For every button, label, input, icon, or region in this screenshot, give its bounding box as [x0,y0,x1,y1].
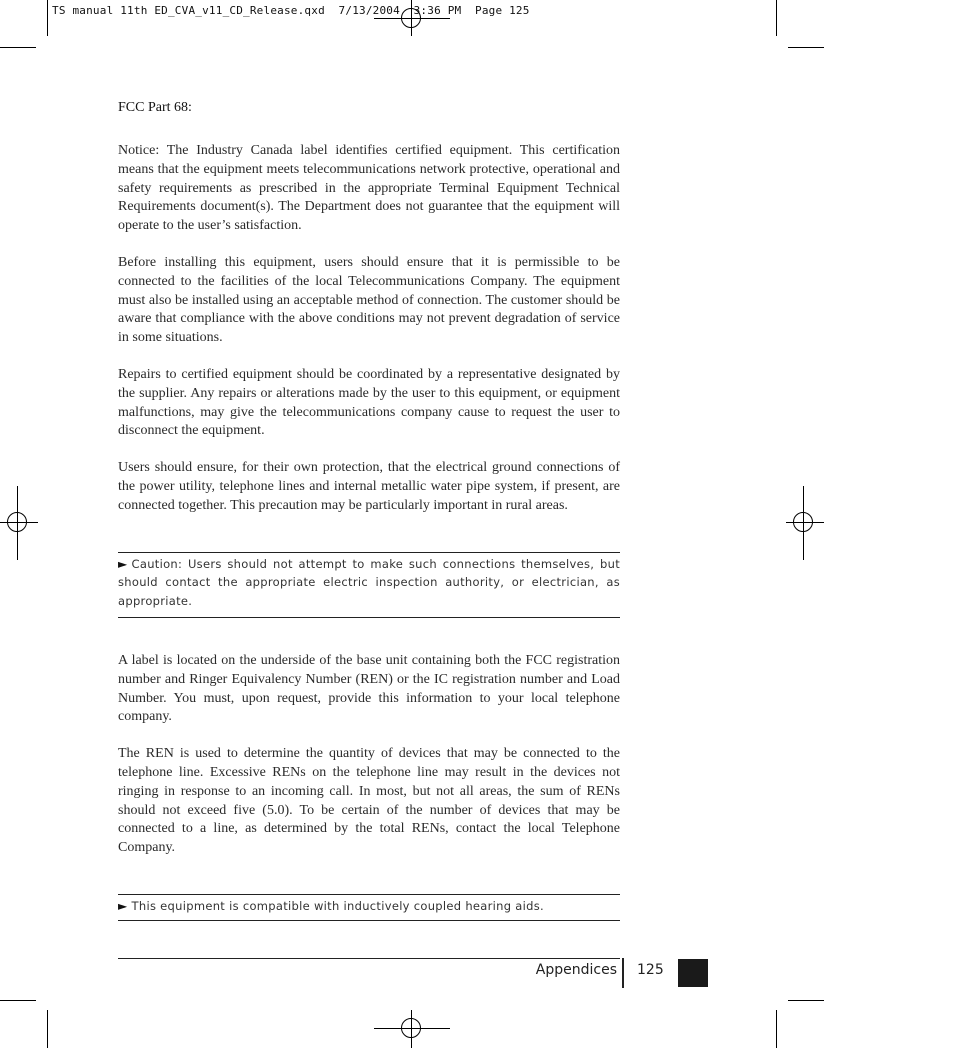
arrow-right-icon: ► [118,556,128,571]
page-content [118,100,620,921]
hearing-aid-note [118,894,620,921]
registration-circle [7,512,27,532]
section-heading: FCC Part 68: [118,100,192,115]
arrow-right-icon: ► [118,898,128,913]
footer-section-title: Appendices [535,962,617,978]
paragraph-notice: Notice: The Industry Canada label identifies certified equipment. This certification means that the equipment meets telecommunications network protective, operational and safety requirements as prescribed in the appropriate Terminal Equipment Technical Requirements document(s). The Department does not guarantee that the equipment will operate to the user’s satisfaction. [118,143,620,234]
paragraph-repairs: Repairs to certified equipment should be coordinated by a representative designated by the supplier. Any repairs or alterations made by the user to this equipment, or equipment malfunctions, may give the telecommunications company cause to request the user to disconnect the equipment. [118,366,620,439]
crop-mark [788,1000,824,1001]
caution-callout [118,552,620,618]
paragraph-ren: The REN is used to determine the quantity of devices that may be connected to the telephone line. Excessive RENs on the telephone line may result in the devices not ringing in response to an incoming call. In most, but not all areas, the sum of RENs should not exceed five (5.0). To be certain of the number of devices that may be connected to a line, as determined by the total RENs, contact the local Telephone Company. [118,746,620,856]
thumb-tab [678,959,708,987]
paragraph-installation: Before installing this equipment, users should ensure that it is permissible to be connected to the facilities of the local Telecommunications Company. The equipment must also be installed using an acceptable method of connection. The customer should be aware that compliance with the above conditions may not prevent degradation of service in some situations. [118,254,620,346]
caution-text: Caution: Users should not attempt to make such connections themselves, but should contact the appropriate electric inspection authority, or electrician, as appropriate. [118,556,620,609]
print-slug-line: TS manual 11th ED_CVA_v11_CD_Release.qxd 7/13/2004 3:36 PM Page 125 [52,4,530,17]
page-number: 125 [637,962,664,978]
paragraph-label-location: A label is located on the underside of the base unit containing both the FCC registration number and Ringer Equivalency Number (REN) or the IC registration number and Load Number. You must, upon request, provide this information to your local telephone company. [118,652,620,725]
crop-mark [776,0,777,36]
registration-circle [793,512,813,532]
footer-rule [118,958,620,959]
registration-circle [401,1018,421,1038]
crop-mark [776,1010,777,1048]
paragraph-grounding: Users should ensure, for their own protection, that the electrical ground connections of the power utility, telephone lines and internal metallic water pipe system, if present, are connected together. This precaution may be particularly important in rural areas. [118,460,620,513]
crop-mark [788,47,824,48]
crop-mark [47,0,48,36]
note-text: This equipment is compatible with inductively coupled hearing aids. [131,898,544,913]
crop-mark [0,1000,36,1001]
crop-mark [0,47,36,48]
crop-mark [47,1010,48,1048]
footer-divider [622,958,624,988]
